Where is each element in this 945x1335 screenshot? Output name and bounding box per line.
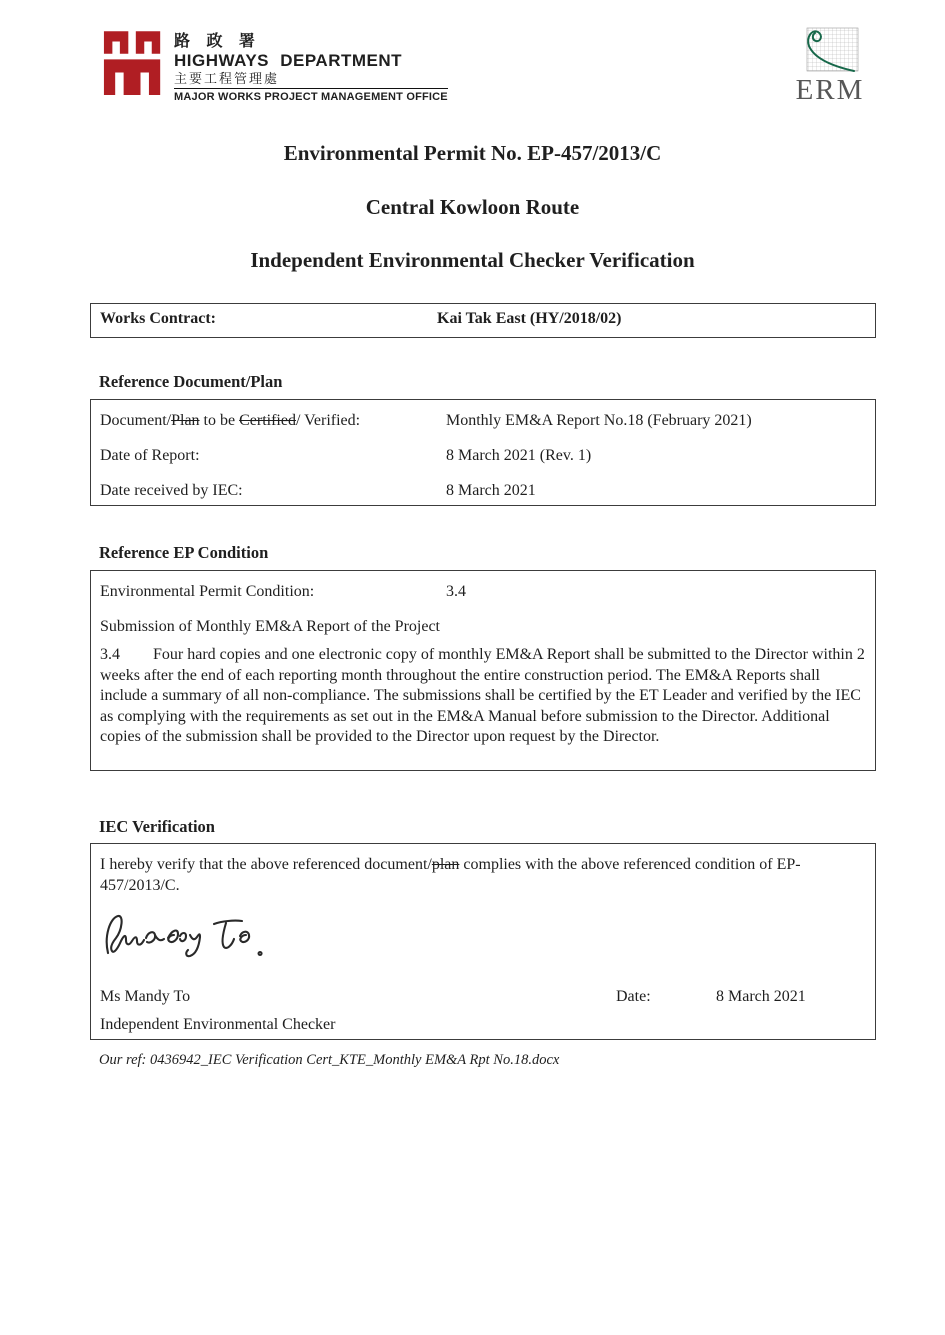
- received-date-value: 8 March 2021: [446, 482, 536, 499]
- highways-department-logo-icon: [103, 31, 163, 97]
- signatory-title: Independent Environmental Checker: [100, 1016, 336, 1033]
- dept-name-english: HIGHWAYS DEPARTMENT: [174, 51, 403, 70]
- highways-department-text: [174, 31, 448, 104]
- office-name-english: MAJOR WORKS PROJECT MANAGEMENT OFFICE: [174, 88, 448, 104]
- our-ref-line: Our ref: 0436942_IEC Verification Cert_KTE_Monthly EM&A Rpt No.18.docx: [99, 1052, 560, 1068]
- document-value: Monthly EM&A Report No.18 (February 2021): [446, 412, 752, 429]
- iec-verification-box: [90, 843, 876, 1040]
- ep-condition-clause: [100, 645, 866, 748]
- strikethrough-certified: Certified: [239, 412, 296, 429]
- works-contract-value: Kai Tak East (HY/2018/02): [437, 310, 622, 327]
- date-value: 8 March 2021: [716, 988, 806, 1005]
- reference-ep-condition-heading: Reference EP Condition: [99, 543, 269, 562]
- permit-number-title: Environmental Permit No. EP-457/2013/C: [283, 141, 662, 165]
- signature: [102, 908, 274, 960]
- strikethrough-plan-statement: plan: [431, 856, 460, 873]
- received-date-row: [100, 480, 866, 501]
- clause-number: 3.4: [100, 646, 120, 663]
- verification-statement: I hereby verify that the above referenced document/plan complies with the above referenced condition of EP-457/2013/C.: [100, 856, 801, 894]
- dept-name-chinese: 路 政 署: [174, 33, 261, 50]
- ep-condition-value: 3.4: [446, 583, 466, 600]
- received-date-label: Date received by IEC:: [100, 482, 243, 499]
- ep-condition-label: Environmental Permit Condition:: [100, 583, 315, 600]
- strikethrough-plan: Plan: [171, 412, 200, 429]
- report-date-value: 8 March 2021 (Rev. 1): [446, 447, 592, 464]
- route-title: Central Kowloon Route: [365, 195, 580, 219]
- reference-document-heading: Reference Document/Plan: [99, 372, 283, 391]
- report-date-label: Date of Report:: [100, 447, 200, 464]
- works-contract-box: [90, 303, 876, 338]
- erm-logo-icon: [800, 26, 860, 74]
- document-to-be-verified-label: Document/Plan to be Certified/ Verified:: [100, 412, 361, 429]
- ep-condition-row: [100, 581, 866, 602]
- ep-condition-subheading: Submission of Monthly EM&A Report of the Project: [100, 618, 440, 635]
- office-name-chinese: 主要工程管理處: [174, 71, 280, 86]
- erm-logo-block: [788, 26, 872, 105]
- signatory-name: Ms Mandy To: [100, 988, 191, 1005]
- date-label: Date:: [616, 988, 651, 1005]
- reference-ep-condition-box: [90, 570, 876, 771]
- report-date-row: [100, 445, 866, 466]
- erm-logo-text: ERM: [795, 74, 865, 106]
- signatory-row: [100, 986, 866, 1007]
- highways-department-block: [103, 31, 448, 104]
- reference-document-box: [90, 399, 876, 506]
- iec-verification-heading: IEC Verification: [99, 817, 215, 836]
- document-type-title: Independent Environmental Checker Verification: [250, 248, 695, 272]
- document-to-be-verified-row: [100, 410, 866, 431]
- works-contract-label: Works Contract:: [100, 310, 216, 327]
- clause-text: Four hard copies and one electronic copy of monthly EM&A Report shall be submitted to the Director within 2 weeks after the end of each reporting month throughout the entire construction period. The EM&A Reports shall include a summary of all non-compliance. The submissions shall be certified by the ET Leader and verified by the IEC as complying with the requirements as set out in the EM&A Manual before submission to the Director. Additional copies of the submission shall be provided to the Director upon request by the Director.: [100, 646, 865, 745]
